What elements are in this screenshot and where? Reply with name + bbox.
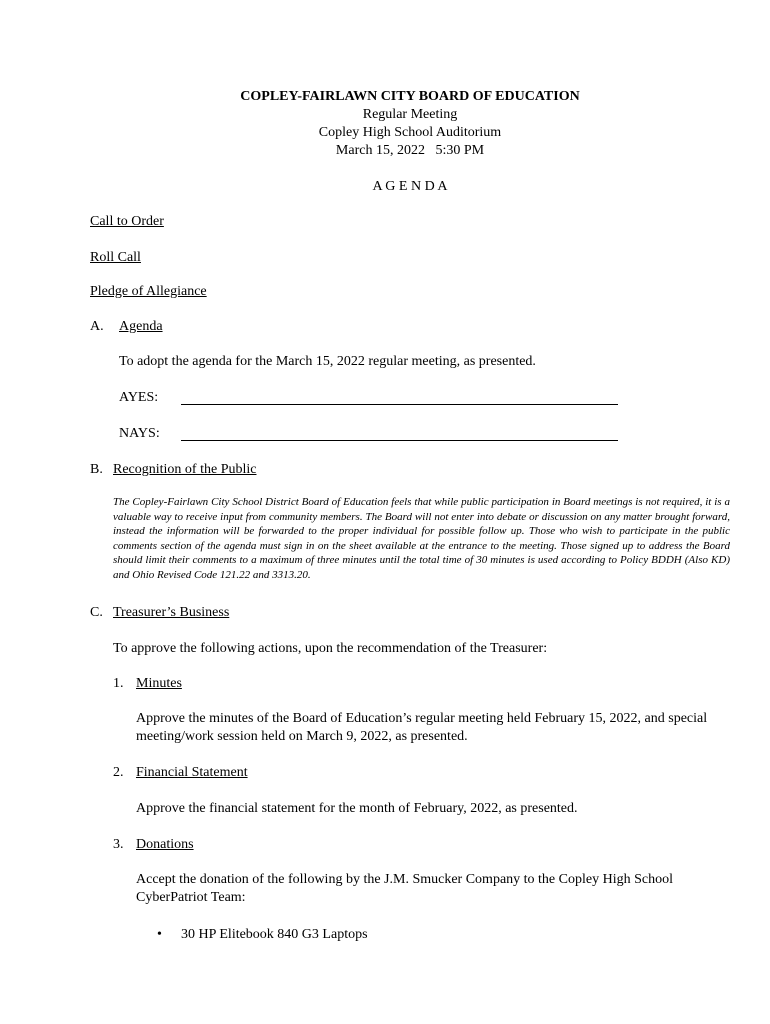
public-comment-policy: The Copley-Fairlawn City School District Board of Education feels that while public participation in Board meetings is not required, it is a valuable way to receive input from community members. The Board will not enter into debate or discussion on any matter brought forward, instead the information will be forwarded to the proper individual for possible follow up. Those who wish to participate in the public comments section of the agenda must sign in on the sheet available at the entrance to the meeting. Those signed up to address the Board should limit their comments to a maximum of three minutes until the total time of 30 minutes is used according to Policy BDDH (Also KD) and Ohio Revised Code 121.22 and 3313.20. bbox=[113, 496, 730, 581]
item-2-text: Approve the financial statement for the month of February, 2022, as presented. bbox=[136, 801, 578, 816]
bullet-icon: • bbox=[157, 927, 162, 942]
section-a-title: Agenda bbox=[119, 319, 163, 334]
item-2-number: 2. bbox=[113, 765, 124, 780]
section-c-title: Treasurer’s Business bbox=[113, 605, 230, 620]
roll-call: Roll Call bbox=[90, 250, 141, 265]
meeting-type: Regular Meeting bbox=[362, 107, 458, 122]
section-b-letter: B. bbox=[90, 462, 103, 477]
meeting-location: Copley High School Auditorium bbox=[318, 125, 502, 140]
pledge-of-allegiance: Pledge of Allegiance bbox=[90, 284, 207, 299]
item-3-text: Accept the donation of the following by the J.M. Smucker Company to the Copley High School CyberPatriot Team: bbox=[136, 872, 673, 905]
meeting-datetime: March 15, 2022 5:30 PM bbox=[335, 143, 485, 158]
agenda-heading: A G E N D A bbox=[372, 179, 448, 194]
item-3-number: 3. bbox=[113, 837, 124, 852]
item-1-text: Approve the minutes of the Board of Education’s regular meeting held February 15, 2022, and special meeting/work session held on March 9, 2022, as presented. bbox=[136, 711, 708, 744]
section-a-letter: A. bbox=[90, 319, 104, 334]
item-2-title: Financial Statement bbox=[136, 765, 248, 780]
donation-bullet-item: 30 HP Elitebook 840 G3 Laptops bbox=[181, 927, 368, 942]
section-c-letter: C. bbox=[90, 605, 103, 620]
ayes-signature-line bbox=[181, 404, 618, 405]
nays-signature-line bbox=[181, 440, 618, 441]
ayes-label: AYES: bbox=[119, 390, 159, 405]
section-b-title: Recognition of the Public bbox=[113, 462, 257, 477]
call-to-order: Call to Order bbox=[90, 214, 164, 229]
section-a-motion: To adopt the agenda for the March 15, 2022 regular meeting, as presented. bbox=[119, 354, 536, 369]
item-1-number: 1. bbox=[113, 676, 124, 691]
item-1-title: Minutes bbox=[136, 676, 182, 691]
item-3-title: Donations bbox=[136, 837, 194, 852]
nays-label: NAYS: bbox=[119, 426, 160, 441]
org-title: COPLEY-FAIRLAWN CITY BOARD OF EDUCATION bbox=[240, 89, 580, 104]
section-c-intro: To approve the following actions, upon the recommendation of the Treasurer: bbox=[113, 641, 548, 656]
